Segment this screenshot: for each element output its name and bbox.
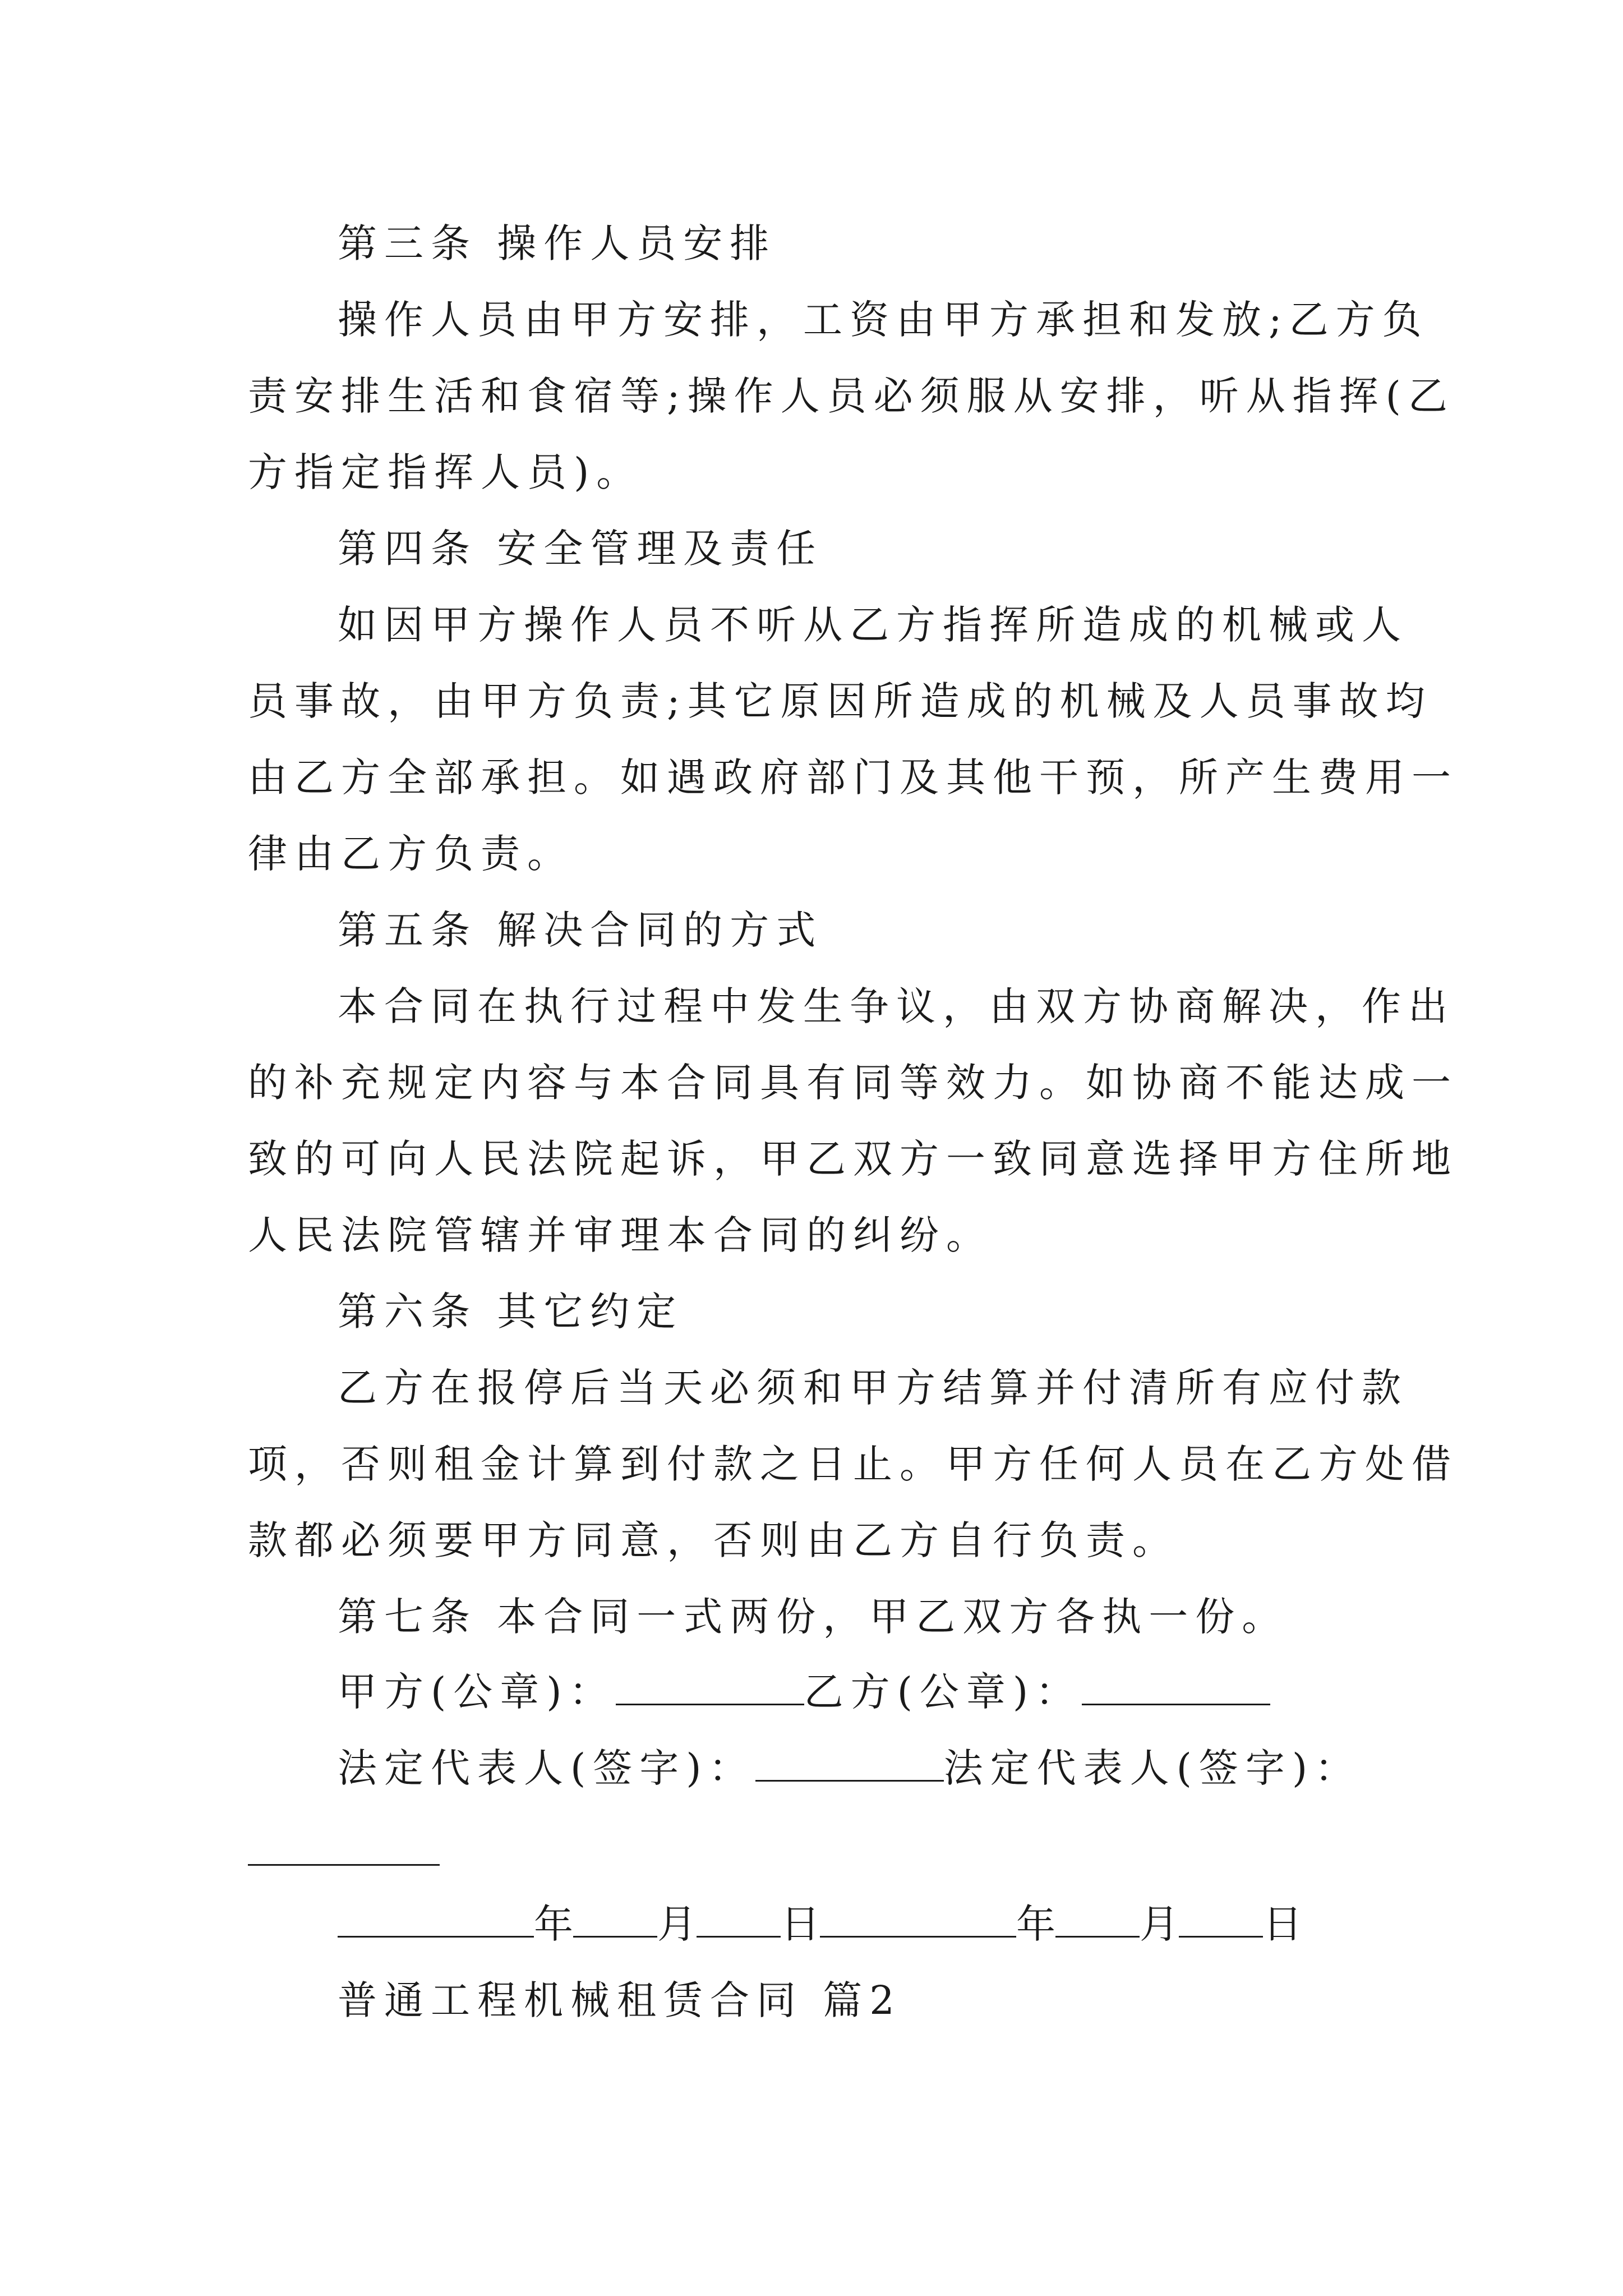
- next-section-title: 普通工程机械租赁合同 篇2: [338, 1977, 902, 2023]
- article-3-heading: 第三条 操作人员安排: [338, 220, 777, 266]
- article-7-text: 第七条 本合同一式两份，甲乙双方各执一份。: [338, 1594, 1289, 1640]
- rep-a-label: 法定代表人(签字)：: [338, 1745, 755, 1791]
- article-3-line-2: 责安排生活和食宿等;操作人员必须服从安排，听从指挥(乙: [248, 373, 1455, 419]
- date-a-month-label: 月: [657, 1901, 697, 1947]
- date-a-day-label: 日: [781, 1901, 820, 1947]
- date-b-month-blank[interactable]: [1055, 1901, 1140, 1938]
- article-5-line-2: 的补充规定内容与本合同具有同等效力。如协商不能达成一: [248, 1060, 1458, 1106]
- date-b-day-label: 日: [1263, 1901, 1302, 1947]
- date-a-year-blank[interactable]: [338, 1901, 534, 1938]
- date-b-year-label: 年: [1016, 1901, 1055, 1947]
- party-a-seal-blank[interactable]: [616, 1669, 804, 1705]
- rep-b-label: 法定代表人(签字)：: [943, 1745, 1362, 1791]
- article-6-line-3: 款都必须要甲方同意，否则由乙方自行负责。: [248, 1517, 1179, 1563]
- article-6-line-1: 乙方在报停后当天必须和甲方结算并付清所有应付款: [338, 1365, 1408, 1411]
- article-6-heading: 第六条 其它约定: [338, 1289, 684, 1335]
- article-5-line-4: 人民法院管辖并审理本合同的纠纷。: [248, 1212, 993, 1258]
- rep-a-blank[interactable]: [755, 1745, 944, 1782]
- article-3-line-1: 操作人员由甲方安排，工资由甲方承担和发放;乙方负: [338, 297, 1429, 343]
- rep-b-blank[interactable]: [248, 1864, 440, 1866]
- article-4-heading: 第四条 安全管理及责任: [338, 526, 823, 572]
- date-b-year-blank[interactable]: [820, 1901, 1016, 1938]
- article-4-line-1: 如因甲方操作人员不听从乙方指挥所造成的机械或人: [338, 602, 1408, 648]
- party-a-seal-label: 甲方(公章)：: [338, 1669, 616, 1715]
- article-5-line-3: 致的可向人民法院起诉，甲乙双方一致同意选择甲方住所地: [248, 1136, 1458, 1182]
- article-4-line-3: 由乙方全部承担。如遇政府部门及其他干预，所产生费用一: [248, 754, 1458, 800]
- party-b-seal-label: 乙方(公章)：: [804, 1669, 1082, 1715]
- seal-line: [338, 1665, 1270, 1719]
- date-a-year-label: 年: [534, 1901, 573, 1947]
- date-a-day-blank[interactable]: [697, 1901, 781, 1938]
- party-b-seal-blank[interactable]: [1082, 1669, 1270, 1705]
- article-5-line-1: 本合同在执行过程中发生争议，由双方协商解决，作出: [338, 983, 1455, 1029]
- article-4-line-2: 员事故，由甲方负责;其它原因所造成的机械及人员事故均: [248, 678, 1432, 724]
- article-5-heading: 第五条 解决合同的方式: [338, 907, 823, 953]
- article-6-line-2: 项，否则租金计算到付款之日止。甲方任何人员在乙方处借: [248, 1441, 1458, 1487]
- date-b-day-blank[interactable]: [1179, 1901, 1263, 1938]
- article-4-line-4: 律由乙方负责。: [248, 831, 574, 877]
- date-line: [338, 1897, 1302, 1951]
- article-3-line-3: 方指定指挥人员)。: [248, 449, 643, 495]
- date-b-month-label: 月: [1140, 1901, 1179, 1947]
- date-a-month-blank[interactable]: [573, 1901, 657, 1938]
- representative-line: [338, 1741, 1361, 1795]
